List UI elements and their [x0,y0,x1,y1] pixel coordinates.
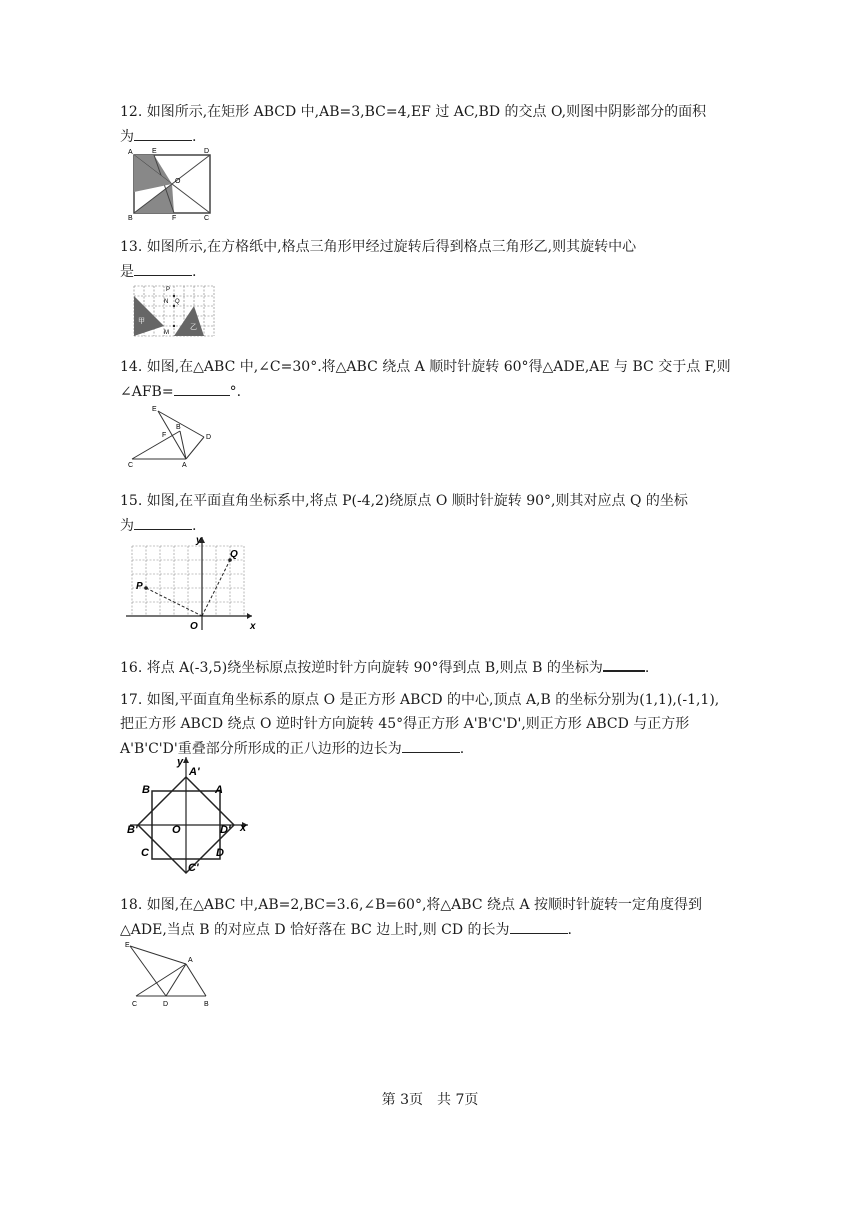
label-q: Q [230,549,238,560]
label-e: E [152,148,157,155]
label-c: C [141,847,149,859]
question-18 [120,893,740,942]
question-17-line1: 17. 如图,平面直角坐标系的原点 O 是正方形 ABCD 的中心,顶点 A,B 的坐标分别为(1,1),(-1,1), [120,692,720,708]
page-footer: 第 3页 共 7页 [381,1092,479,1108]
figure-13-grid [130,283,222,339]
figure-17-squares [124,755,254,875]
label-e: E [152,406,157,413]
label-jia: 甲 [138,318,145,325]
label-yi: 乙 [190,324,197,331]
grid-lines [132,546,244,616]
question-17-line2: 把正方形 ABCD 绕点 O 逆时针方向旋转 45°得正方形 A'B'C'D',则正方形 ABCD 与正方形 [120,716,690,732]
answer-blank[interactable] [603,654,645,672]
label-a: A [215,784,223,796]
question-15-line1: 15. 如图,在平面直角坐标系中,将点 P(-4,2)绕原点 O 顺时针旋转 90°,则其对应点 Q 的坐标 [120,493,688,509]
label-m: M [164,330,169,336]
answer-blank[interactable] [134,259,192,276]
question-12 [120,100,740,149]
question-18-line1: 18. 如图,在△ABC 中,AB=2,BC=3.6,∠B=60°,将△ABC 绕点 A 按顺时针旋转一定角度得到 [120,897,703,913]
question-13 [120,235,740,284]
figure-12-rectangle [124,147,224,222]
answer-blank[interactable] [510,917,568,934]
question-15-line2: 为 . [120,513,740,538]
label-a: A [188,957,193,964]
label-q: Q [175,299,180,305]
label-a-prime: A' [189,766,200,778]
label-y: y [177,756,184,768]
question-13-line1: 13. 如图所示,在方格纸中,格点三角形甲经过旋转后得到格点三角形乙,则其旋转中心 [120,239,637,255]
label-c-prime: C' [188,862,199,874]
figure-15-coordinate [124,533,264,633]
figure-14-rotation [124,401,224,471]
label-d: D [216,847,224,859]
label-e: E [125,942,130,949]
answer-blank[interactable] [134,513,192,530]
label-b: B [204,1001,209,1008]
label-a: A [182,462,187,469]
label-d: D [206,434,212,441]
question-15 [120,489,740,538]
label-x: x [240,822,247,834]
label-c: C [132,1001,138,1008]
question-12-line1: 12. 如图所示,在矩形 ABCD 中,AB=3,BC=4,EF 过 AC,BD 的交点 O,则图中阴影部分的面积 [120,104,707,120]
label-f: F [172,215,177,222]
question-13-line2: 是 . [120,259,740,284]
label-d-prime: D' [220,824,231,836]
label-p: P [136,581,143,592]
label-d: D [204,148,210,155]
segment-da [166,964,186,996]
answer-blank[interactable] [174,379,230,396]
question-14-line1: 14. 如图,在△ABC 中,∠C=30°.将△ABC 绕点 A 顺时针旋转 60°得△ADE,AE 与 BC 交于点 F,则 [120,359,731,375]
segment-cb [132,431,180,459]
answer-blank[interactable] [402,736,460,753]
label-o: O [172,824,181,836]
label-y: y [196,535,202,546]
question-14 [120,355,740,404]
label-b-prime: B' [127,824,138,836]
question-17-line3: A'B'C'D'重叠部分所形成的正八边形的边长为 . [120,736,740,761]
label-x: x [250,621,256,632]
label-d: D [163,1001,169,1008]
label-b: B [142,784,150,796]
point-p [144,586,148,590]
question-16 [120,654,740,680]
label-p: P [166,287,171,293]
label-a: A [128,149,133,156]
triangle-yi [174,306,204,336]
question-18-line2: △ADE,当点 B 的对应点 D 恰好落在 BC 边上时,则 CD 的长为 . [120,917,740,942]
question-14-line2: ∠AFB= °. [120,379,740,404]
segment-ca [136,964,186,996]
figure-18-rotation [122,938,222,1010]
label-b: B [176,424,181,431]
answer-blank[interactable] [134,124,192,141]
segment-ea [130,946,186,964]
label-o: O [190,621,198,632]
label-o: O [175,178,181,185]
label-c: C [204,215,210,222]
label-b: B [128,215,133,222]
label-c: C [128,462,134,469]
question-12-line2: 为 . [120,124,740,149]
label-f: F [162,432,167,439]
segment-ab [186,964,206,996]
segment-da [186,437,204,459]
question-16-line1: 16. 将点 A(-3,5)绕坐标原点按逆时针方向旋转 90°得到点 B,则点 B 的坐标为 . [120,654,740,680]
question-17 [120,688,740,761]
label-n: N [164,299,169,305]
